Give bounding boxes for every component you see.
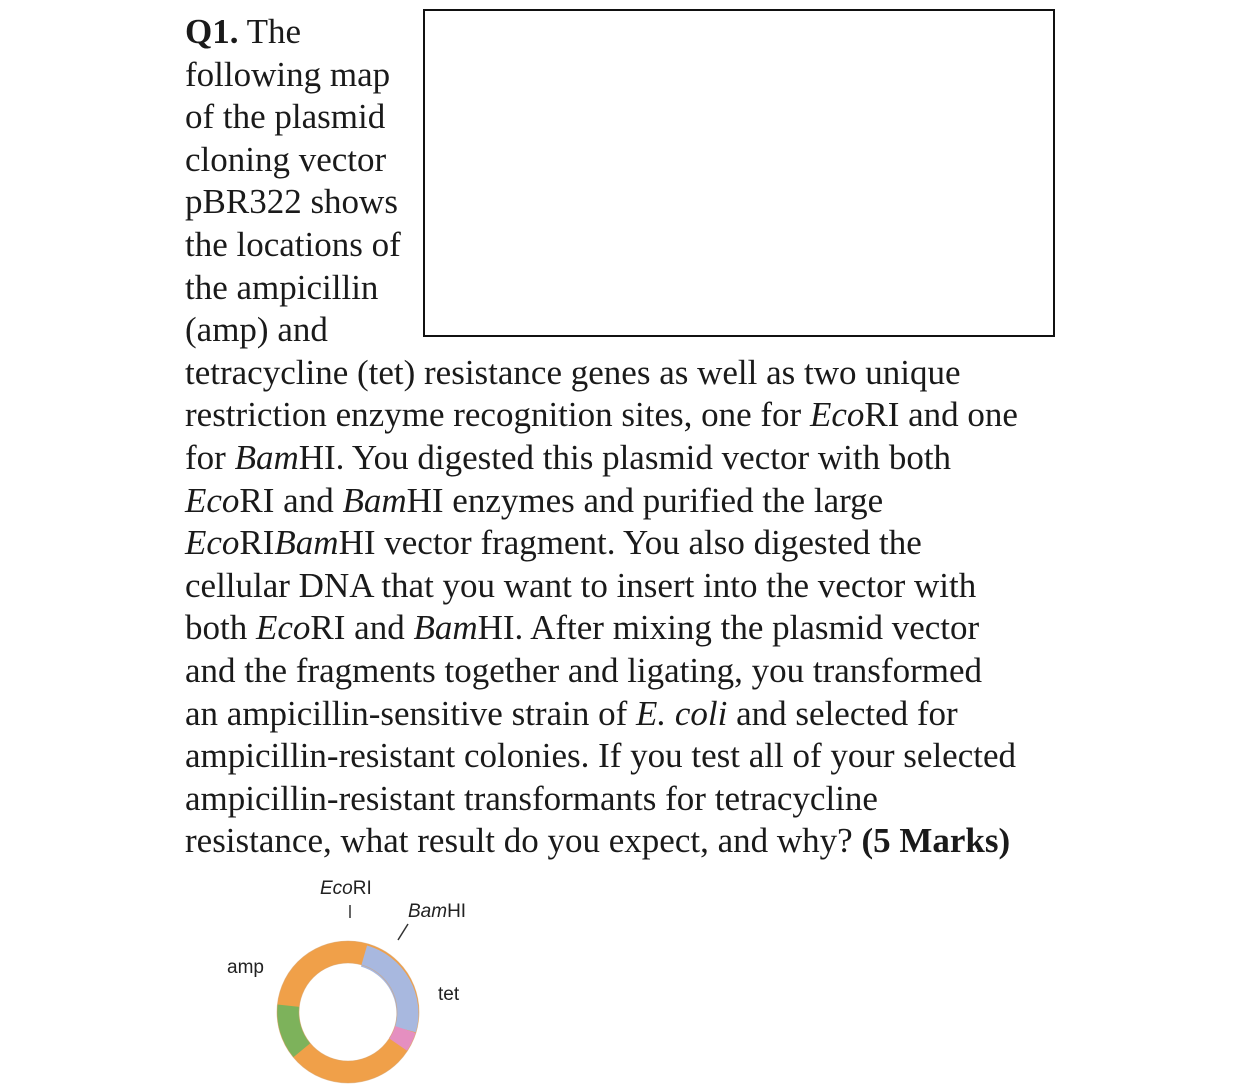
amp-label: amp (227, 957, 264, 978)
question-line: an ampicillin-sensitive strain of E. coli and selected for (185, 693, 958, 733)
amp-gene-segment (288, 1006, 302, 1051)
question-line: the locations of (185, 224, 401, 264)
question-line: (amp) and (185, 310, 328, 350)
plasmid-map-figure (210, 870, 500, 1086)
question-line: ampicillin-resistant colonies. If you test all of your selected (185, 736, 1017, 776)
question-line: cellular DNA that you want to insert into the vector with (185, 565, 977, 605)
question-line: ampicillin-resistant transformants for tetracycline (185, 778, 878, 818)
question-line: for BamHI. You digested this plasmid vector with both (185, 437, 952, 477)
ecori-label: EcoRI (320, 878, 372, 899)
question-line: of the plasmid (185, 97, 386, 137)
pink-gene-segment (398, 1030, 405, 1045)
question-line: tetracycline (tet) resistance genes as well as two unique (185, 352, 961, 392)
question-text (185, 11, 1065, 863)
question-line: cloning vector (185, 139, 387, 179)
bamhi-site-tick (398, 924, 408, 940)
question-number: Q1. (185, 12, 239, 51)
question-line: restriction enzyme recognition sites, one for EcoRI and one (185, 395, 1018, 435)
question-line: Q1. The (185, 12, 302, 51)
marks-label: (5 Marks) (861, 821, 1011, 861)
question-line: and the fragments together and ligating, you transformed (185, 650, 982, 690)
tet-gene-segment (364, 956, 407, 1029)
question-line: following map (185, 54, 391, 94)
plasmid-ring (288, 952, 408, 1072)
question-line: both EcoRI and BamHI. After mixing the plasmid vector (185, 608, 980, 648)
tet-label: tet (438, 984, 460, 1005)
question-line: EcoRI and BamHI enzymes and purified the large (185, 480, 884, 520)
question-line: EcoRIBamHI vector fragment. You also digested the (185, 523, 922, 563)
bamhi-label: BamHI (408, 901, 467, 922)
question-line: pBR322 shows (185, 182, 398, 222)
question-line: resistance, what result do you expect, and why? (5 Marks) (185, 821, 1011, 861)
question-line: the ampicillin (185, 267, 379, 307)
